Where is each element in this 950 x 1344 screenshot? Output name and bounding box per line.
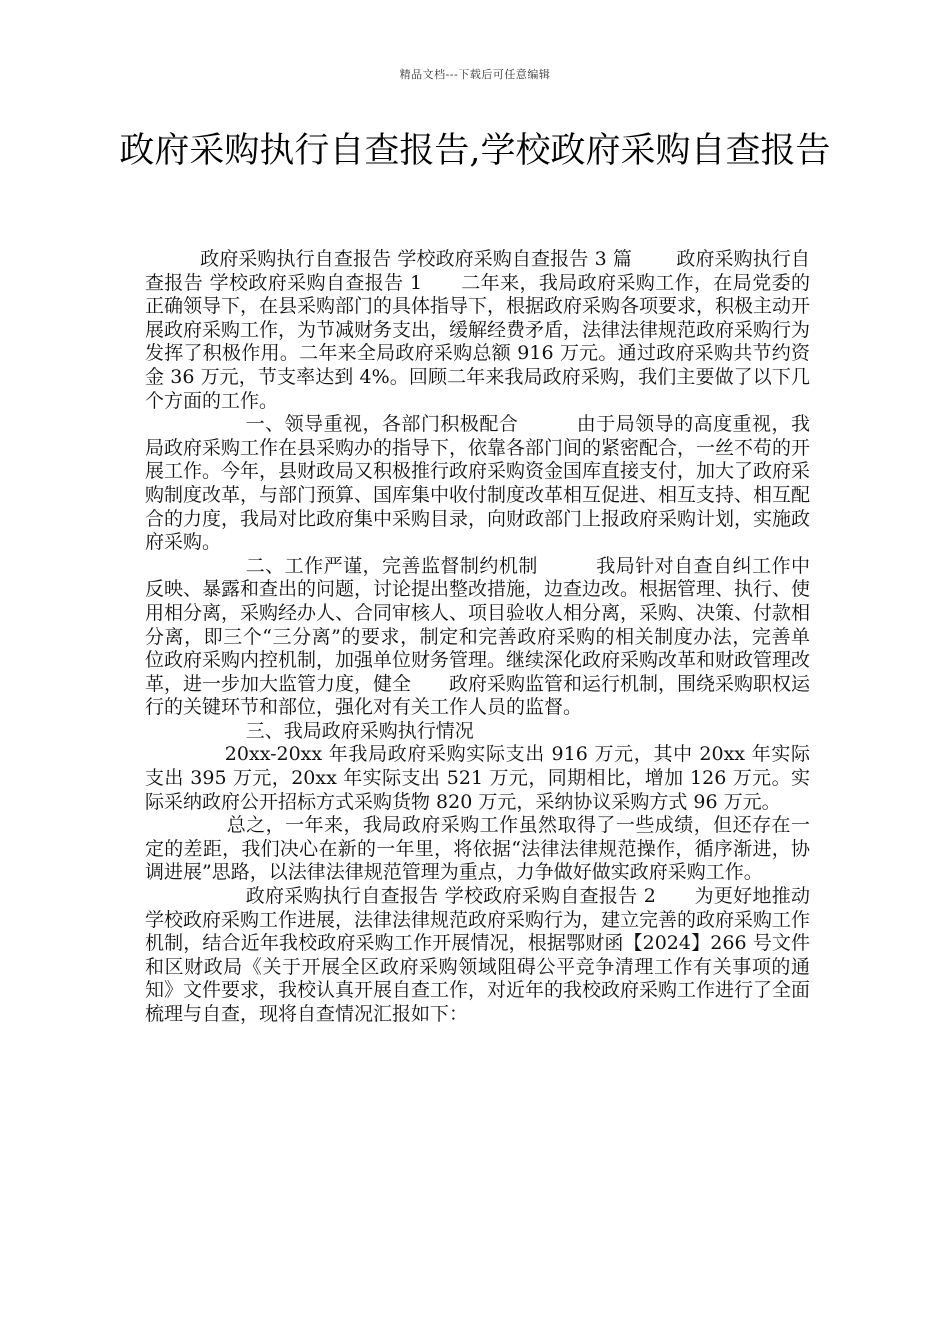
paragraph-section-2: 二、工作严谨，完善监督制约机制 我局针对自查自纠工作中反映、暴露和查出的问题，讨论提出整改措施，边查边改。根据管理、执行、使用相分离，采购经办人、合同审核人、项目验收人相分离，采购、决策、付款相分离，即三个“三分离”的要求，制定和完善政府采购的相关制度办法，完善单位政府采购内控机制，加强单位财务管理。继续深化政府采购改革和财政管理改革，进一步加大监管力度，健全 政府采购监管和运行机制，围绕采购职权运行的关键环节和部位，强化对有关工作人员的监督。	[145, 554, 811, 719]
paragraph-section-3-heading: 三、我局政府采购执行情况	[245, 719, 474, 742]
paragraph-section-3-body: 20xx-20xx 年我局政府采购实际支出 916 万元，其中 20xx 年实际支出 395 万元，20xx 年实际支出 521 万元，同期相比，增加 126 万元。实际采纳政府公开招标方式采购货物 820 万元，采纳协议采购方式 96 万元。	[145, 743, 810, 813]
document-body	[145, 248, 810, 1027]
document-title: 政府采购执行自查报告,学校政府采购自查报告	[119, 131, 831, 171]
page-header: 精品文档---下载后可任意编辑	[399, 68, 551, 81]
paragraph-report-2: 政府采购执行自查报告 学校政府采购自查报告 2 为更好地推动学校政府采购工作进展，法律法律规范政府采购行为，建立完善的政府采购工作机制，结合近年我校政府采购工作开展情况，根据鄂财函【2024】266 号文件和区财政局《关于开展全区政府采购领域阻碍公平竞争清理工作有关事项的通知》文件要求，我校认真开展自查工作，对近年的我校政府采购工作进行了全面梳理与自查，现将自查情况汇报如下：	[145, 885, 811, 1025]
paragraph-intro: 政府采购执行自查报告 学校政府采购自查报告 3 篇 政府采购执行自查报告 学校政府采购自查报告 1 二年来，我局政府采购工作，在局党委的正确领导下，在县采购部门的具体指导下，根据政府采购各项要求，积极主动开展政府采购工作，为节减财务支出，缓解经费矛盾，法律法律规范政府采购行为发挥了积极作用。二年来全局政府采购总额 916 万元。通过政府采购共节约资金 36 万元，节支率达到 4%。回顾二年来我局政府采购，我们主要做了以下几个方面的工作。	[145, 248, 811, 412]
paragraph-section-1: 一、领导重视，各部门积极配合 由于局领导的高度重视，我局政府采购工作在县采购办的指导下，依靠各部门间的紧密配合，一丝不苟的开展工作。今年，县财政局又积极推行政府采购资金国库直接支付，加大了政府采购制度改革，与部门预算、国库集中收付制度改革相互促进、相互支持、相互配合的力度，我局对比政府集中采购目录，向财政部门上报政府采购计划，实施政府采购。	[145, 413, 811, 554]
paragraph-summary: 总之，一年来，我局政府采购工作虽然取得了一些成绩，但还存在一定的差距，我们决心在新的一年里，将依据“法律法律规范操作，循序渐进，协调进展”思路，以法律法律规范管理为重点，力争做好做实政府采购工作。	[145, 814, 810, 884]
